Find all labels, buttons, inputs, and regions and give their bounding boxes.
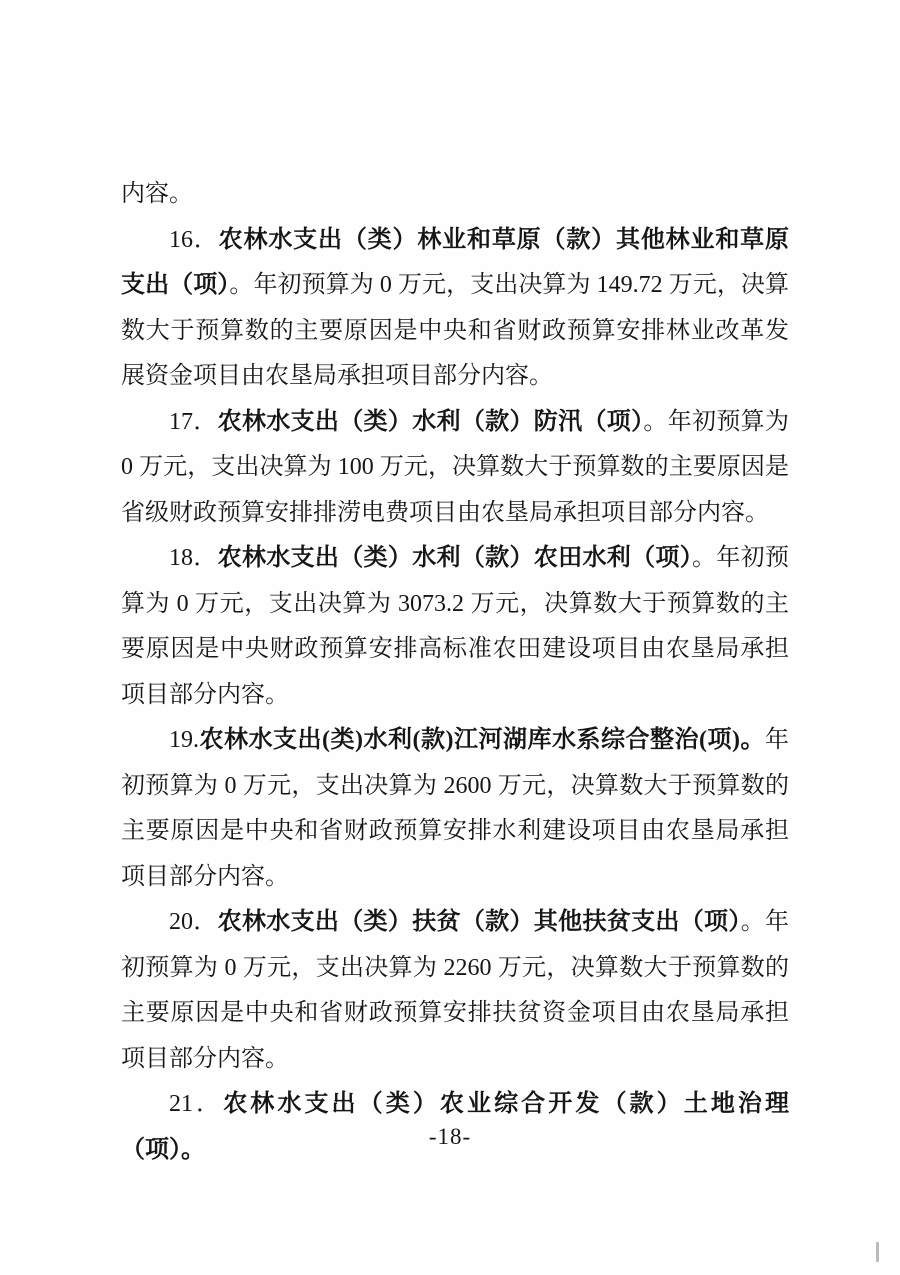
paragraph-number: 16．: [169, 226, 219, 253]
paragraph-continuation: [121, 172, 789, 218]
paragraph-16: [121, 218, 789, 400]
paragraph-body: 。年初预算为 0 万元，支出决算为 149.72 万元，决算数大于预算数的主要原因是中央和省财政预算安排林业改革发展资金项目由农垦局承担项目部分内容。: [121, 272, 790, 389]
paragraph-number: 18．: [169, 545, 218, 571]
scan-artifact-mark: [876, 1242, 879, 1262]
paragraph-body: 。年初预算为 0 万元，支出决算为 3073.2 万元，决算数大于预算数的主要原因是中央财政预算安排高标准农田建设项目由农垦局承担项目部分内容。: [121, 545, 790, 708]
paragraph-heading: 农林水支出（类）林业和草原（款）其他林业和草原支出（项）: [121, 226, 790, 298]
paragraph-body: 内容。: [121, 181, 193, 207]
paragraph-number: 21．: [169, 1091, 224, 1117]
paragraph-body: 年初预算为 0 万元，支出决算为 2600 万元，决算数大于预算数的主要原因是中央和省财政预算安排水利建设项目由农垦局承担项目部分内容。: [121, 727, 789, 890]
paragraph-19: [121, 718, 789, 900]
paragraph-18: [121, 536, 789, 718]
paragraph-heading: 农林水支出（类）农业综合开发（款）土地治理（项）。: [121, 1091, 790, 1163]
page-number: -18-: [428, 1124, 472, 1149]
paragraph-heading: 农林水支出（类）扶贫（款）其他扶贫支出（项）: [217, 909, 741, 935]
paragraph-heading: 农林水支出（类）水利（款）农田水利（项）: [217, 545, 693, 571]
paragraph-body: 。年初预算为 0 万元，支出决算为 2260 万元，决算数大于预算数的主要原因是中央和省财政预算安排扶贫资金项目由农垦局承担项目部分内容。: [121, 909, 790, 1072]
paragraph-number: 20．: [169, 909, 218, 935]
paragraph-17: [121, 400, 789, 537]
paragraph-20: [121, 900, 789, 1082]
paragraph-body: 。年初预算为 0 万元，支出决算为 100 万元，决算数大于预算数的主要原因是省级财政预算安排排涝电费项目由农垦局承担项目部分内容。: [121, 408, 790, 526]
paragraph-heading: 农林水支出(类)水利(款)江河湖库水系综合整治(项)。: [199, 727, 765, 753]
paragraph-number: 17．: [169, 408, 218, 435]
paragraph-number: 19.: [169, 727, 199, 753]
paragraph-heading: 农林水支出（类）水利（款）防汛（项）: [217, 408, 644, 435]
document-page-body: [121, 172, 789, 1173]
